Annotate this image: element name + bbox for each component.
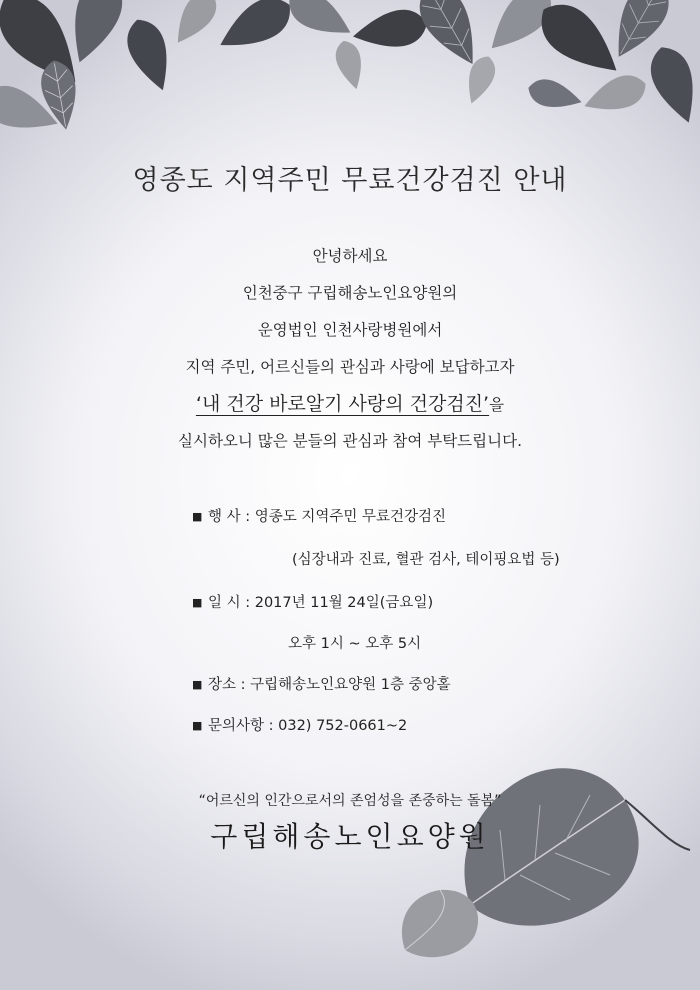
detail-event <box>192 505 446 526</box>
page-title: 영종도 지역주민 무료건강검진 안내 <box>132 165 568 196</box>
detail-place <box>192 673 451 694</box>
program-name-suffix: 을 <box>489 396 505 414</box>
detail-event-text: 행 사 : 영종도 지역주민 무료건강검진 <box>208 509 447 525</box>
top-right-leaf-cluster <box>211 0 700 129</box>
bullet-icon: ■ <box>192 678 203 691</box>
detail-place-text: 장소 : 구립해송노인요양원 1층 중앙홀 <box>208 677 451 693</box>
organization-name: 구립해송노인요양원 <box>210 820 490 853</box>
intro-line-5 <box>0 386 700 423</box>
bullet-icon: ■ <box>192 596 203 609</box>
detail-date-text: 일 시 : 2017년 11월 24일(금요일) <box>208 595 434 611</box>
intro-message <box>0 238 700 460</box>
intro-line-2: 인천중구 구립해송노인요양원의 <box>242 284 458 302</box>
intro-line-6: 실시하오니 많은 분들의 관심과 참여 부탁드립니다. <box>178 432 522 450</box>
detail-contact-text: 문의사항 : 032) 752-0661~2 <box>208 718 408 734</box>
bullet-icon: ■ <box>192 510 203 523</box>
intro-line-4: 지역 주민, 어르신들의 관심과 사랑에 보답하고자 <box>185 358 515 376</box>
bullet-icon: ■ <box>192 719 203 732</box>
intro-line-3: 운영법인 인천사랑병원에서 <box>257 321 443 339</box>
detail-date <box>192 591 433 612</box>
detail-contact <box>192 714 407 735</box>
intro-line-1: 안녕하세요 <box>312 247 388 265</box>
motto-quote: “어르신의 인간으로서의 존엄성을 존중하는 돌봄” <box>198 793 502 809</box>
program-name: ‘내 건강 바로알기 사랑의 건강검진’ <box>195 393 490 415</box>
detail-time: 오후 1시 ~ 오후 5시 <box>288 636 422 652</box>
top-left-leaf-cluster <box>0 0 224 142</box>
detail-event-note: (심장내과 진료, 혈관 검사, 테이핑요법 등) <box>292 552 560 568</box>
